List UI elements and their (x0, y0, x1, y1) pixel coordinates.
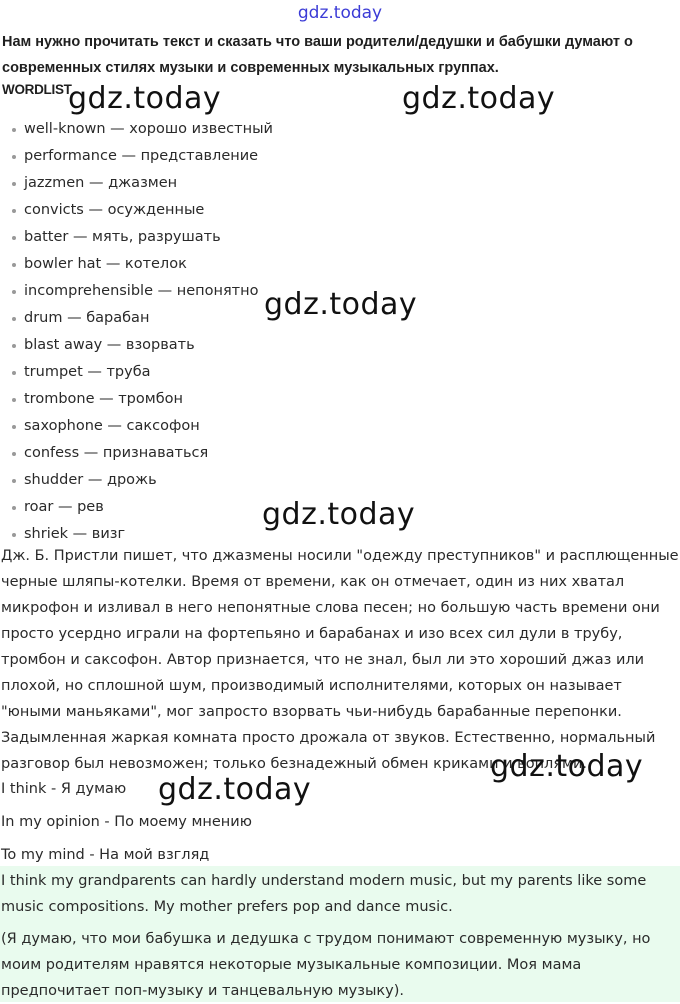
list-item (0, 143, 273, 170)
list-item (0, 494, 273, 521)
bullet-icon (12, 344, 16, 348)
wordlist-item-text: confess — признаваться (24, 445, 209, 461)
list-item (0, 413, 273, 440)
wordlist (0, 116, 273, 548)
wordlist-item-text: bowler hat — котелок (24, 256, 187, 272)
bullet-icon (12, 128, 16, 132)
list-item (0, 332, 273, 359)
list-item (0, 224, 273, 251)
phrase-in-my-opinion: In my opinion - По моему мнению (1, 814, 252, 830)
article-summary: Дж. Б. Пристли пишет, что джазмены носили "одежду преступников" и расплющенные черные шляпы-котелки. Время от времени, как он отмечает, один из них хватал микрофон и изливал в него непонятные слова песен; но большую часть времени они просто усердно играли на фортепьяно и барабанах и изо всех сил дули в трубу, тромбон и саксофон. Автор признается, что не знал, был ли это хороший джаз или плохой, но сплошной шум, производимый исполнителями, которых он называет "юными маньяками", мог запросто взорвать чьи-нибудь барабанные перепонки. Задымленная жаркая комната просто дрожала от звуков. Естественно, нормальный разговор был невозможен; только безнадежный обмен криками и воплями. (1, 548, 679, 772)
phrase-i-think: I think - Я думаю (1, 781, 127, 797)
list-item (0, 278, 273, 305)
wordlist-item-text: incomprehensible — непонятно (24, 283, 259, 299)
wordlist-item-text: batter — мять, разрушать (24, 229, 221, 245)
wordlist-title: WORDLIST (2, 82, 72, 97)
bullet-icon (12, 317, 16, 321)
watermark: gdz.today (158, 772, 312, 807)
wordlist-item-text: saxophone — саксофон (24, 418, 200, 434)
bullet-icon (12, 533, 16, 537)
wordlist-item-text: jazzmen — джазмен (24, 175, 178, 191)
list-item (0, 305, 273, 332)
list-item (0, 170, 273, 197)
list-item (0, 386, 273, 413)
bullet-icon (12, 209, 16, 213)
top-watermark: gdz.today (297, 3, 383, 23)
list-item (0, 440, 273, 467)
wordlist-item-text: shudder — дрожь (24, 472, 157, 488)
bullet-icon (12, 290, 16, 294)
wordlist-item-text: shriek — визг (24, 526, 126, 542)
wordlist-item-text: trumpet — труба (24, 364, 151, 380)
task-text: Нам нужно прочитать текст и сказать что ваши родители/дедушки и бабушки думают о современных стилях музыки и современных музыкальных группах. (2, 34, 633, 76)
bullet-icon (12, 506, 16, 510)
bullet-icon (12, 425, 16, 429)
list-item (0, 359, 273, 386)
bullet-icon (12, 263, 16, 267)
watermark: gdz.today (402, 81, 556, 116)
list-item (0, 251, 273, 278)
bullet-icon (12, 155, 16, 159)
list-item (0, 197, 273, 224)
phrase-to-my-mind: To my mind - На мой взгляд (1, 847, 210, 863)
wordlist-item-text: blast away — взорвать (24, 337, 195, 353)
bullet-icon (12, 371, 16, 375)
bullet-icon (12, 236, 16, 240)
answer-english: I think my grandparents can hardly understand modern music, but my parents like some music compositions. My mother prefers pop and dance music. (1, 873, 647, 915)
wordlist-item-text: roar — рев (24, 499, 104, 515)
list-item (0, 116, 273, 143)
answer-russian: (Я думаю, что мои бабушка и дедушка с трудом понимают современную музыку, но моим родителям нравятся некоторые музыкальные композиции. Моя мама предпочитает поп-музыку и танцевальную музыку). (1, 931, 651, 999)
watermark: gdz.today (490, 749, 644, 784)
watermark: gdz.today (264, 287, 418, 322)
wordlist-item-text: drum — барабан (24, 310, 150, 326)
watermark: gdz.today (262, 497, 416, 532)
list-item (0, 467, 273, 494)
wordlist-item-text: convicts — осужденные (24, 202, 205, 218)
watermark: gdz.today (68, 81, 222, 116)
wordlist-item-text: well-known — хорошо известный (24, 121, 273, 137)
bullet-icon (12, 398, 16, 402)
wordlist-item-text: performance — представление (24, 148, 259, 164)
bullet-icon (12, 182, 16, 186)
wordlist-item-text: trombone — тромбон (24, 391, 183, 407)
bullet-icon (12, 452, 16, 456)
bullet-icon (12, 479, 16, 483)
